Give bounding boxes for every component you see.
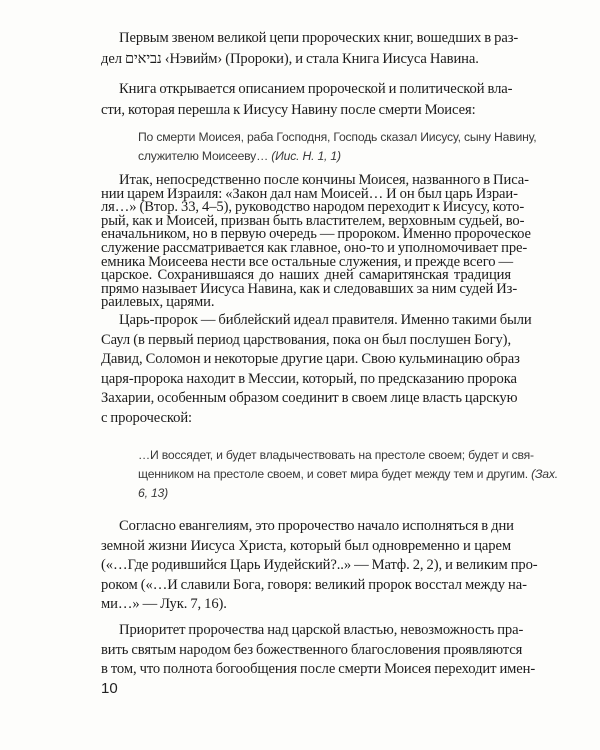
text-line: Захарии, особенным образом соединит в своем лице власть царскую — [101, 390, 518, 406]
quote-line: По смерти Моисея, раба Господня, Господь сказал Иисусу, сыну Навину, — [138, 130, 537, 144]
paragraph-1 — [101, 28, 519, 70]
quote-line: …И воссядет, и будет владычествовать на престоле своем; будет и свя- — [138, 448, 534, 462]
text-line: ля…» (Втор. 33, 4–5), руководство народом переходит к Иисусу, кото- — [101, 199, 525, 216]
text-line: Итак, непосредственно после кончины Моисея, названного в Писа- — [119, 172, 529, 188]
text-line: Первым звеном великой цепи пророческих книг, вошедших в раз- — [119, 30, 519, 46]
quote-line — [138, 484, 512, 503]
quote-reference: (Иис. Н. 1, 1) — [271, 149, 341, 163]
paragraph-5 — [101, 516, 538, 614]
text-line: емника Моисеева нести все остальные служения, и прежде всего — — [101, 253, 513, 270]
text-line: царское. Сохранившаяся до наших дней самаритянская традиция — [101, 267, 511, 284]
text-line: Давид, Соломон и некоторые другие цари. Свою кульминацию образ — [101, 351, 520, 367]
text-line: земной жизни Иисуса Христа, который был одновременно и царем — [101, 537, 511, 554]
paragraph-3 — [101, 172, 531, 311]
text-line: нии царем Израиля: «Закон дал нам Моисей… И он был царь Израи- — [101, 185, 518, 202]
text-line: Саул (в первый период царствования, пока он был послушен Богу), — [101, 331, 511, 348]
text-line: еначальником, но в первую очередь — пророком. Именно пророческое — [101, 226, 531, 243]
text-line: Приоритет пророчества над царской властью, невозможность пра- — [119, 622, 524, 638]
quote-text: служителю Моисееву… — [138, 149, 269, 163]
text-line: Книга открывается описанием пророческой и политической вла- — [119, 81, 513, 97]
text-line: прямо называет Иисуса Навина, как и следовавших за ним судей Из- — [101, 280, 518, 297]
block-quote-1 — [138, 128, 537, 166]
text-line: в том, что полнота богообщения после смерти Моисея переходит имен- — [101, 661, 536, 677]
text-line: Царь-пророк — библейский идеал правителя. Именно такими были — [119, 312, 532, 328]
paragraph-2 — [101, 79, 511, 121]
page-number: 10 — [101, 680, 118, 697]
quote-reference: (Зах. — [531, 467, 558, 481]
text-line: Согласно евангелиям, это пророчество начало исполняться в дни — [119, 518, 514, 534]
quote-line-with-reference — [138, 147, 512, 166]
text-line: служение рассматривается как главное, оно-то и уполномочивает пре- — [101, 239, 528, 256]
text-line: с пророческой: — [101, 409, 193, 426]
block-quote-2 — [138, 446, 558, 503]
quote-text: щенником на престоле своем, и совет мира будет между тем и другим. — [138, 467, 528, 481]
text-line: царя-пророка находит в Мессии, который, по предсказанию пророка — [101, 370, 517, 387]
text-line: ми…» — Лук. 7, 16). — [101, 596, 227, 612]
text-line: рый, как и Моисей, призван быть властителем, верховным судьей, во- — [101, 212, 525, 229]
paragraph-4 — [101, 310, 532, 427]
paragraph-6 — [101, 620, 536, 679]
quote-reference-continued: 6, 13) — [138, 486, 168, 500]
text-line: дел נביאים ‹Нэвийм› (Пророки), и стала Книга Иисуса Навина. — [101, 51, 479, 67]
quote-line-with-reference — [138, 465, 558, 484]
text-line: сти, которая перешла к Иисусу Навину после смерти Моисея: — [101, 102, 476, 118]
text-line: вить святым народом без божественного благословения проявляются — [101, 641, 523, 658]
text-line: («…Где родившийся Царь Иудейский?..» — Матф. 2, 2), и великим про- — [101, 557, 538, 573]
text-line: раилевых, царями. — [101, 294, 215, 311]
text-line: роком («…И славили Бога, говоря: великий пророк восстал между на- — [101, 576, 527, 593]
